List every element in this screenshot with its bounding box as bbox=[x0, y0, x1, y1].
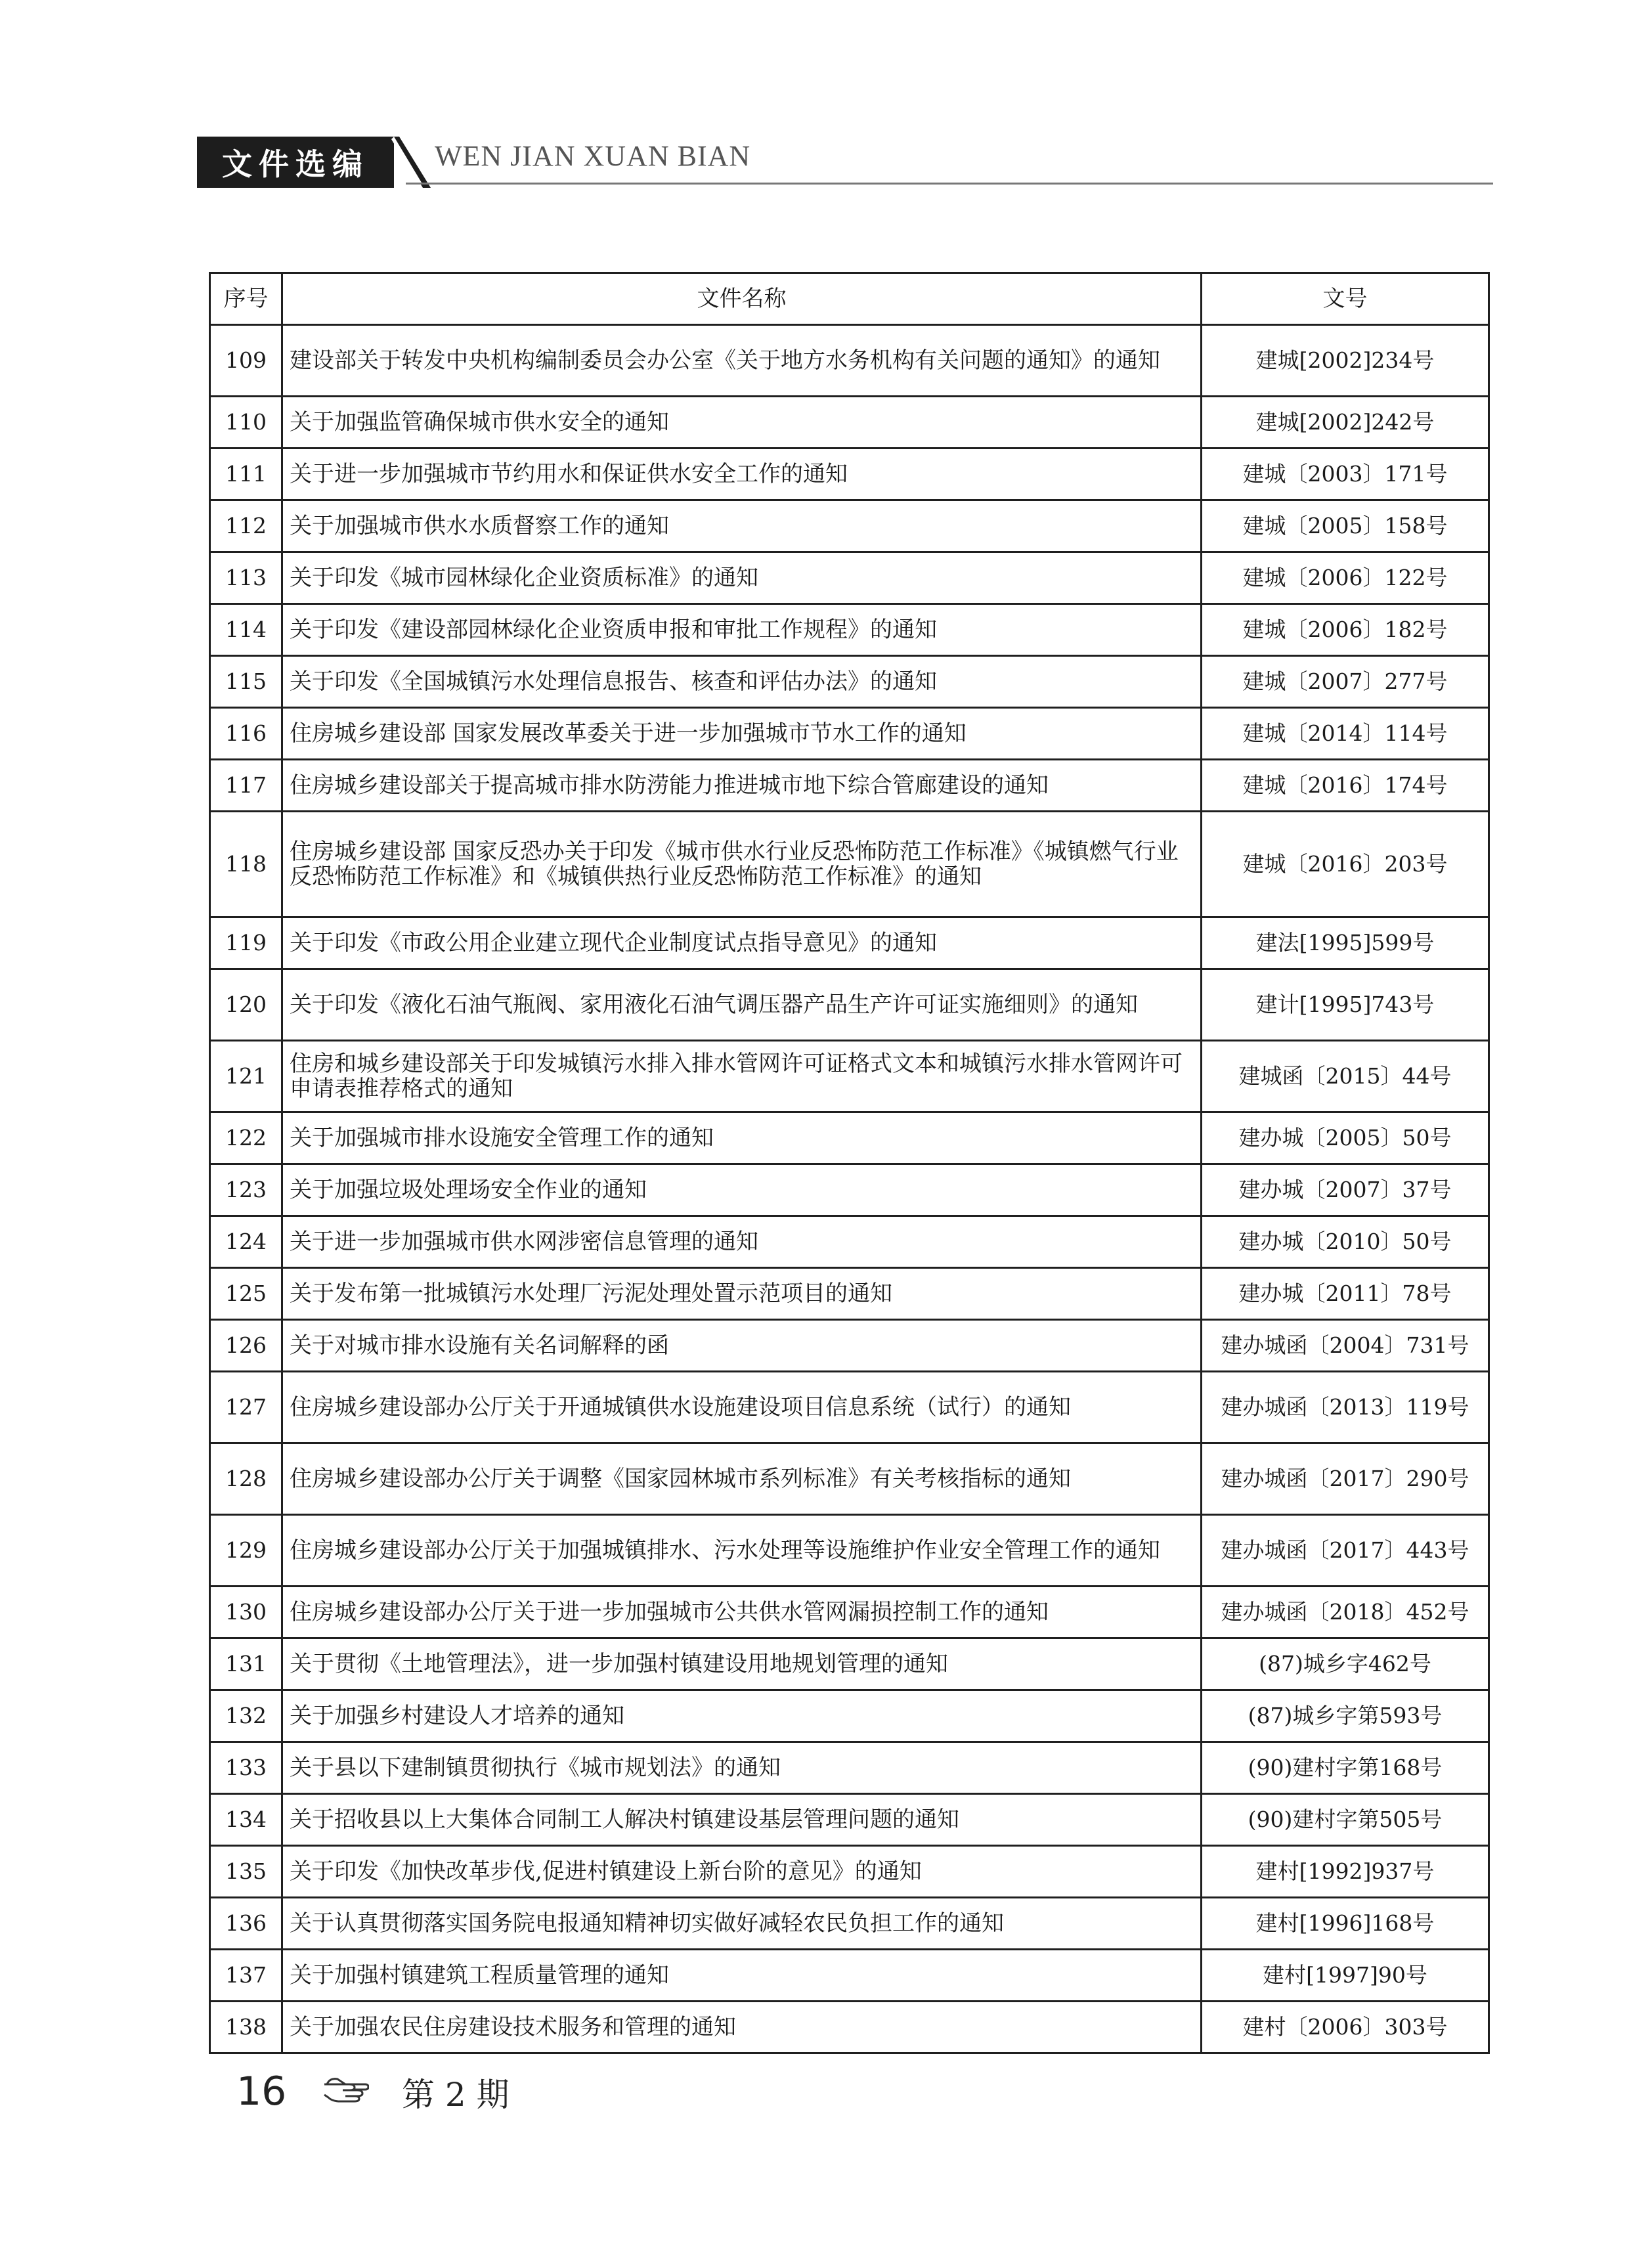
row-number: 109 bbox=[210, 325, 282, 397]
row-number: 124 bbox=[210, 1216, 282, 1268]
table-row bbox=[210, 552, 1489, 604]
document-title: 关于印发《加快改革步伐,促进村镇建设上新台阶的意见》的通知 bbox=[282, 1846, 1202, 1898]
document-code: 建办城〔2007〕37号 bbox=[1202, 1164, 1489, 1216]
document-code: 建办城〔2010〕50号 bbox=[1202, 1216, 1489, 1268]
document-title: 关于加强城市排水设施安全管理工作的通知 bbox=[282, 1112, 1202, 1164]
table-row bbox=[210, 449, 1489, 500]
table-row bbox=[210, 1164, 1489, 1216]
document-code: (87)城乡字第593号 bbox=[1202, 1690, 1489, 1742]
document-code: 建城〔2014〕114号 bbox=[1202, 708, 1489, 760]
table-row bbox=[210, 1112, 1489, 1164]
document-code: 建办城函〔2013〕119号 bbox=[1202, 1372, 1489, 1443]
document-code: (90)建村字第505号 bbox=[1202, 1794, 1489, 1846]
row-number: 128 bbox=[210, 1443, 282, 1515]
row-number: 115 bbox=[210, 656, 282, 708]
document-title: 住房城乡建设部办公厅关于开通城镇供水设施建设项目信息系统（试行）的通知 bbox=[282, 1372, 1202, 1443]
table-row bbox=[210, 760, 1489, 812]
column-header-name: 文件名称 bbox=[282, 273, 1202, 325]
document-title: 住房城乡建设部 国家发展改革委关于进一步加强城市节水工作的通知 bbox=[282, 708, 1202, 760]
header-rule bbox=[406, 183, 1493, 185]
document-title: 关于县以下建制镇贯彻执行《城市规划法》的通知 bbox=[282, 1742, 1202, 1794]
row-number: 111 bbox=[210, 449, 282, 500]
table-row bbox=[210, 397, 1489, 449]
row-number: 123 bbox=[210, 1164, 282, 1216]
table-row bbox=[210, 1041, 1489, 1112]
row-number: 119 bbox=[210, 917, 282, 969]
document-code: 建办城〔2011〕78号 bbox=[1202, 1268, 1489, 1320]
document-title: 关于加强村镇建筑工程质量管理的通知 bbox=[282, 1950, 1202, 2002]
table-row bbox=[210, 500, 1489, 552]
table-row bbox=[210, 325, 1489, 397]
document-code: 建办城函〔2004〕731号 bbox=[1202, 1320, 1489, 1372]
document-title: 住房城乡建设部办公厅关于调整《国家园林城市系列标准》有关考核指标的通知 bbox=[282, 1443, 1202, 1515]
document-code: 建城〔2006〕182号 bbox=[1202, 604, 1489, 656]
document-title: 关于贯彻《土地管理法》，进一步加强村镇建设用地规划管理的通知 bbox=[282, 1638, 1202, 1690]
document-title: 住房城乡建设部关于提高城市排水防涝能力推进城市地下综合管廊建设的通知 bbox=[282, 760, 1202, 812]
document-title: 住房城乡建设部办公厅关于加强城镇排水、污水处理等设施维护作业安全管理工作的通知 bbox=[282, 1515, 1202, 1587]
document-code: 建法[1995]599号 bbox=[1202, 917, 1489, 969]
document-code: 建办城〔2005〕50号 bbox=[1202, 1112, 1489, 1164]
document-title: 关于加强城市供水水质督察工作的通知 bbox=[282, 500, 1202, 552]
document-code: 建办城函〔2017〕443号 bbox=[1202, 1515, 1489, 1587]
row-number: 121 bbox=[210, 1041, 282, 1112]
row-number: 130 bbox=[210, 1587, 282, 1638]
document-code: 建城〔2006〕122号 bbox=[1202, 552, 1489, 604]
document-title: 关于印发《建设部园林绿化企业资质申报和审批工作规程》的通知 bbox=[282, 604, 1202, 656]
table-row bbox=[210, 1794, 1489, 1846]
document-title: 关于招收县以上大集体合同制工人解决村镇建设基层管理问题的通知 bbox=[282, 1794, 1202, 1846]
table-row bbox=[210, 2002, 1489, 2053]
document-code: 建城函〔2015〕44号 bbox=[1202, 1041, 1489, 1112]
table-row bbox=[210, 1268, 1489, 1320]
row-number: 112 bbox=[210, 500, 282, 552]
row-number: 134 bbox=[210, 1794, 282, 1846]
document-title: 住房城乡建设部 国家反恐办关于印发《城市供水行业反恐怖防范工作标准》《城镇燃气行业反恐怖防范工作标准》和《城镇供热行业反恐怖防范工作标准》的通知 bbox=[282, 812, 1202, 917]
row-number: 110 bbox=[210, 397, 282, 449]
table-row bbox=[210, 604, 1489, 656]
column-header-code: 文号 bbox=[1202, 273, 1489, 325]
issue-label: 第 2 期 bbox=[402, 2076, 510, 2114]
document-code: 建办城函〔2017〕290号 bbox=[1202, 1443, 1489, 1515]
document-title: 关于加强农民住房建设技术服务和管理的通知 bbox=[282, 2002, 1202, 2053]
document-title: 住房和城乡建设部关于印发城镇污水排入排水管网许可证格式文本和城镇污水排水管网许可申请表推荐格式的通知 bbox=[282, 1041, 1202, 1112]
row-number: 122 bbox=[210, 1112, 282, 1164]
section-pinyin: WEN JIAN XUAN BIAN bbox=[435, 140, 751, 172]
page-number: 16 bbox=[236, 2069, 287, 2115]
column-header-no: 序号 bbox=[210, 273, 282, 325]
table-row bbox=[210, 1898, 1489, 1950]
document-title: 关于印发《液化石油气瓶阀、家用液化石油气调压器产品生产许可证实施细则》的通知 bbox=[282, 969, 1202, 1041]
document-title: 关于发布第一批城镇污水处理厂污泥处理处置示范项目的通知 bbox=[282, 1268, 1202, 1320]
document-code: 建村〔2006〕303号 bbox=[1202, 2002, 1489, 2053]
table-row bbox=[210, 656, 1489, 708]
document-title: 住房城乡建设部办公厅关于进一步加强城市公共供水管网漏损控制工作的通知 bbox=[282, 1587, 1202, 1638]
document-code: 建城〔2005〕158号 bbox=[1202, 500, 1489, 552]
row-number: 136 bbox=[210, 1898, 282, 1950]
table-row bbox=[210, 1216, 1489, 1268]
document-title: 建设部关于转发中央机构编制委员会办公室《关于地方水务机构有关问题的通知》的通知 bbox=[282, 325, 1202, 397]
document-code: 建城〔2016〕174号 bbox=[1202, 760, 1489, 812]
row-number: 125 bbox=[210, 1268, 282, 1320]
document-table bbox=[209, 272, 1490, 2054]
table-row bbox=[210, 812, 1489, 917]
row-number: 133 bbox=[210, 1742, 282, 1794]
table-row bbox=[210, 969, 1489, 1041]
document-title: 关于印发《全国城镇污水处理信息报告、核查和评估办法》的通知 bbox=[282, 656, 1202, 708]
row-number: 126 bbox=[210, 1320, 282, 1372]
document-code: 建村[1997]90号 bbox=[1202, 1950, 1489, 2002]
row-number: 132 bbox=[210, 1690, 282, 1742]
document-title: 关于加强垃圾处理场安全作业的通知 bbox=[282, 1164, 1202, 1216]
table-row bbox=[210, 1372, 1489, 1443]
document-code: 建办城函〔2018〕452号 bbox=[1202, 1587, 1489, 1638]
table-row bbox=[210, 1587, 1489, 1638]
table-row bbox=[210, 1742, 1489, 1794]
row-number: 138 bbox=[210, 2002, 282, 2053]
table-row bbox=[210, 1950, 1489, 2002]
document-code: 建城〔2007〕277号 bbox=[1202, 656, 1489, 708]
row-number: 116 bbox=[210, 708, 282, 760]
row-number: 113 bbox=[210, 552, 282, 604]
document-code: 建村[1996]168号 bbox=[1202, 1898, 1489, 1950]
document-code: (90)建村字第168号 bbox=[1202, 1742, 1489, 1794]
row-number: 131 bbox=[210, 1638, 282, 1690]
section-label: 文件选编 bbox=[197, 137, 394, 188]
row-number: 127 bbox=[210, 1372, 282, 1443]
table-header-row bbox=[210, 273, 1489, 325]
document-title: 关于对城市排水设施有关名词解释的函 bbox=[282, 1320, 1202, 1372]
document-title: 关于认真贯彻落实国务院电报通知精神切实做好减轻农民负担工作的通知 bbox=[282, 1898, 1202, 1950]
document-title: 关于加强乡村建设人才培养的通知 bbox=[282, 1690, 1202, 1742]
document-code: 建城〔2016〕203号 bbox=[1202, 812, 1489, 917]
document-code: 建城[2002]242号 bbox=[1202, 397, 1489, 449]
document-title: 关于进一步加强城市节约用水和保证供水安全工作的通知 bbox=[282, 449, 1202, 500]
table-row bbox=[210, 1443, 1489, 1515]
document-title: 关于印发《市政公用企业建立现代企业制度试点指导意见》的通知 bbox=[282, 917, 1202, 969]
row-number: 118 bbox=[210, 812, 282, 917]
row-number: 117 bbox=[210, 760, 282, 812]
table-row bbox=[210, 708, 1489, 760]
row-number: 137 bbox=[210, 1950, 282, 2002]
table-row bbox=[210, 1638, 1489, 1690]
document-code: 建村[1992]937号 bbox=[1202, 1846, 1489, 1898]
row-number: 135 bbox=[210, 1846, 282, 1898]
document-code: 建城〔2003〕171号 bbox=[1202, 449, 1489, 500]
document-code: 建计[1995]743号 bbox=[1202, 969, 1489, 1041]
document-title: 关于进一步加强城市供水网涉密信息管理的通知 bbox=[282, 1216, 1202, 1268]
document-code: 建城[2002]234号 bbox=[1202, 325, 1489, 397]
table-row bbox=[210, 917, 1489, 969]
row-number: 129 bbox=[210, 1515, 282, 1587]
table-row bbox=[210, 1320, 1489, 1372]
table-row bbox=[210, 1515, 1489, 1587]
row-number: 114 bbox=[210, 604, 282, 656]
document-title: 关于印发《城市园林绿化企业资质标准》的通知 bbox=[282, 552, 1202, 604]
row-number: 120 bbox=[210, 969, 282, 1041]
pointing-hand-icon bbox=[323, 2075, 369, 2105]
document-code: (87)城乡字462号 bbox=[1202, 1638, 1489, 1690]
table-row bbox=[210, 1690, 1489, 1742]
document-title: 关于加强监管确保城市供水安全的通知 bbox=[282, 397, 1202, 449]
table-row bbox=[210, 1846, 1489, 1898]
